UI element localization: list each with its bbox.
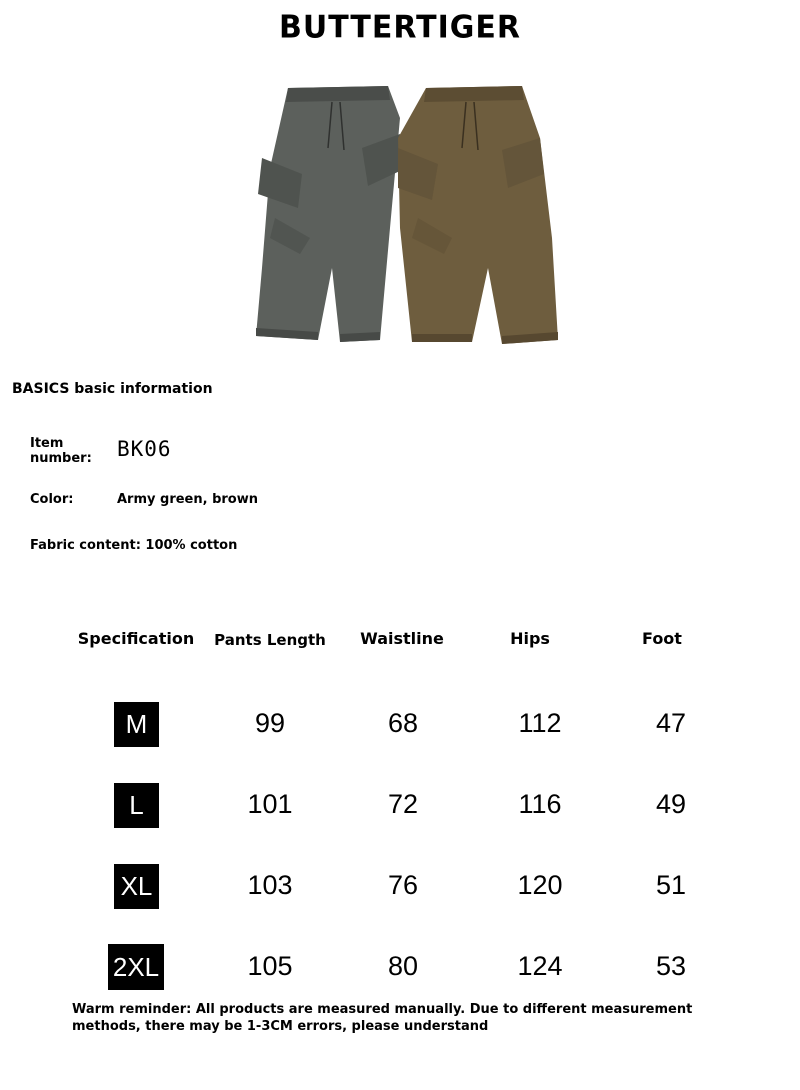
item-number-value: BK06 — [117, 437, 172, 461]
table-cell-foot: 49 — [655, 789, 687, 819]
table-cell-length: 101 — [247, 789, 293, 819]
fabric-content: Fabric content: 100% cotton — [30, 538, 238, 553]
header-specification: Specification — [77, 629, 195, 648]
table-cell-foot: 47 — [655, 708, 687, 738]
table-cell-waist: 68 — [387, 708, 419, 738]
brown-pants-icon — [398, 86, 558, 344]
brand-title: BUTTERTIGER — [279, 9, 521, 46]
color-value: Army green, brown — [117, 492, 259, 507]
header-waistline: Waistline — [360, 629, 444, 648]
warm-reminder-note: Warm reminder: All products are measured manually. Due to different measurement methods, there may be 1-3CM errors, please understand — [72, 1002, 693, 1034]
product-photo — [240, 78, 570, 356]
size-badge-2xl: 2XL — [108, 944, 164, 990]
table-cell-waist: 76 — [387, 870, 419, 900]
table-cell-foot: 51 — [655, 870, 687, 900]
table-cell-hips: 112 — [518, 708, 562, 738]
table-cell-hips: 116 — [518, 789, 562, 819]
header-hips: Hips — [510, 629, 550, 648]
basics-title: BASICS basic information — [12, 381, 213, 397]
size-badge-m: M — [114, 702, 159, 747]
table-cell-hips: 120 — [517, 870, 563, 900]
table-cell-hips: 124 — [517, 951, 563, 981]
table-cell-length: 103 — [247, 870, 293, 900]
header-pants-length: Pants Length — [214, 631, 326, 649]
table-cell-waist: 80 — [387, 951, 419, 981]
header-foot: Foot — [642, 629, 682, 648]
size-badge-xl: XL — [114, 864, 159, 909]
size-badge-l: L — [114, 783, 159, 828]
grey-pants-icon — [256, 86, 402, 342]
table-cell-foot: 53 — [655, 951, 687, 981]
table-cell-waist: 72 — [387, 789, 419, 819]
color-label: Color: — [30, 492, 74, 507]
item-number-label: Item number: — [30, 436, 92, 466]
table-cell-length: 105 — [247, 951, 293, 981]
table-cell-length: 99 — [254, 708, 286, 738]
